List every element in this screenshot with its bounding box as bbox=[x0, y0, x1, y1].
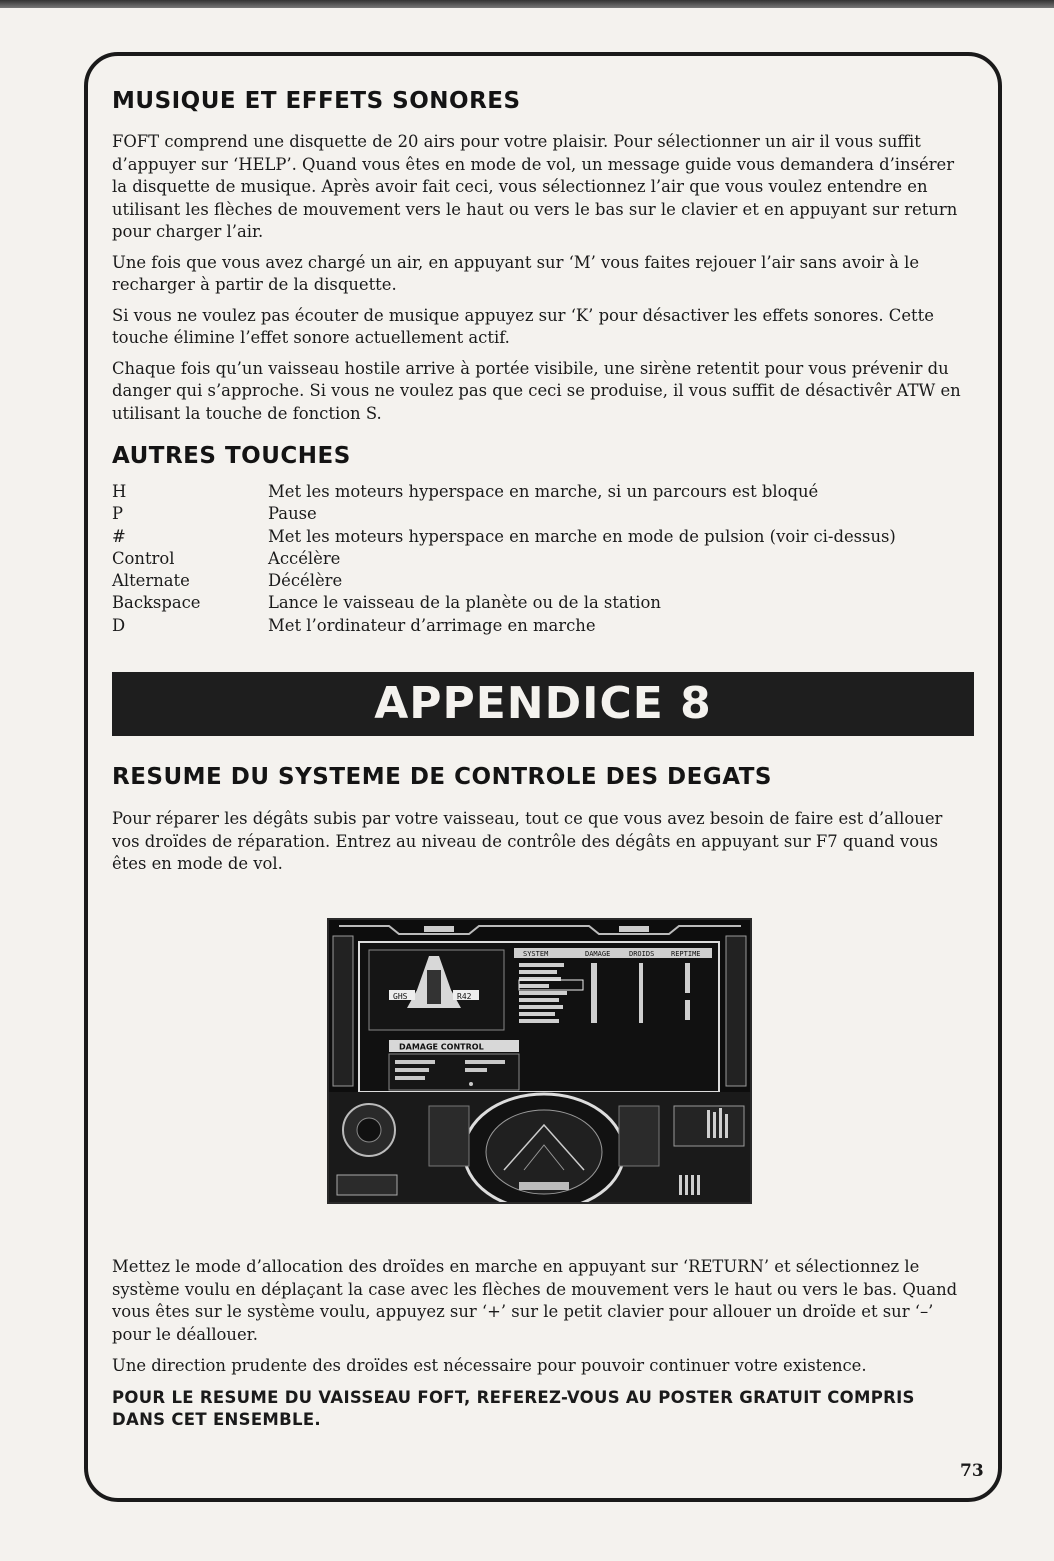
music-paragraph-1: FOFT comprend une disquette de 20 airs pour votre plaisir. Pour sélectionner un air il vous suffit d’appuyer sur ‘HELP’. Quand vous êtes en mode de vol, un message guide vous demandera d’insérer la disquette de musique. Après avoir fait ceci, vous sélectionnez l’air que vous voulez entendre en utilisant les flèches de mouvement vers le haut ou vers le bas sur le clavier et en appuyant sur return pour charger l’air. bbox=[112, 132, 958, 241]
key-label: D bbox=[112, 615, 126, 635]
ship-label-left: GHS bbox=[393, 992, 408, 1001]
key-description: Met l’ordinateur d’arrimage en marche bbox=[268, 615, 596, 635]
key-label: Backspace bbox=[112, 593, 201, 613]
table-header-damage: DAMAGE bbox=[585, 950, 611, 958]
game-screenshot bbox=[327, 918, 752, 1204]
table-header-droids: DROIDS bbox=[629, 950, 655, 958]
key-description: Décélère bbox=[268, 571, 343, 591]
table-header-reptime: REPTIME bbox=[671, 950, 701, 958]
key-label: # bbox=[112, 526, 126, 546]
key-description: Pause bbox=[268, 504, 317, 524]
music-paragraph-3: Si vous ne voulez pas écouter de musique appuyez sur ‘K’ pour désactiver les effets sonores. Cette touche élimine l’effet sonore actuellement actif. bbox=[112, 305, 934, 347]
key-description: Met les moteurs hyperspace en marche en mode de pulsion (voir ci-dessus) bbox=[268, 526, 896, 546]
damage-paragraph-2: Mettez le mode d’allocation des droïdes en marche en appuyant sur ‘RETURN’ et sélectionnez le système voulu en déplaçant la case avec les flèches de mouvement vers le haut ou vers le bas. Quand vous êtes sur le système voulu, appuyez sur ‘+’ sur le petit clavier pour allouer un droïde et sur ‘–’ pour le déallouer. bbox=[112, 1257, 958, 1344]
music-heading: MUSIQUE ET EFFETS SONORES bbox=[112, 88, 521, 114]
damage-intro bbox=[112, 764, 974, 876]
music-paragraph-4: Chaque fois qu’un vaisseau hostile arrive à portée visibile, une sirène retentit pour vous prévenir du danger qui s’approche. Si vous ne voulez pas que ceci se produise, il vous suffit de désactivêr ATW en utilisant la touche de fonction S. bbox=[112, 358, 961, 423]
damage-paragraph-3: Une direction prudente des droïdes est nécessaire pour pouvoir continuer votre existence. bbox=[112, 1356, 867, 1375]
content-top bbox=[112, 84, 974, 637]
key-label: H bbox=[112, 482, 127, 501]
keys-table bbox=[112, 481, 974, 637]
key-description: Accélère bbox=[268, 548, 341, 568]
table-header-system: SYSTEM bbox=[523, 950, 549, 958]
poster-note: POUR LE RESUME DU VAISSEAU FOFT, REFEREZ-VOUS AU POSTER GRATUIT COMPRIS DANS CET ENSEMBLE. bbox=[112, 1387, 915, 1429]
key-label: P bbox=[112, 504, 124, 524]
appendix-banner: APPENDICE 8 bbox=[112, 672, 974, 736]
keys-heading: AUTRES TOUCHES bbox=[112, 443, 351, 469]
ship-label-right: R42 bbox=[457, 992, 472, 1001]
damage-control-title: DAMAGE CONTROL bbox=[399, 1042, 484, 1052]
page-number: 73 bbox=[960, 1461, 984, 1481]
damage-paragraph-1: Pour réparer les dégâts subis par votre vaisseau, tout ce que vous avez besoin de faire est d’allouer vos droïdes de réparation. Entrez au niveau de contrôle des dégâts en appuyant sur F7 quand vous êtes en mode de vol. bbox=[112, 809, 943, 873]
damage-body bbox=[112, 1256, 974, 1431]
key-label: Control bbox=[112, 548, 175, 568]
damage-heading: RESUME DU SYSTEME DE CONTROLE DES DEGATS bbox=[112, 764, 772, 790]
top-rule bbox=[0, 0, 1054, 8]
key-label: Alternate bbox=[112, 571, 190, 591]
cockpit-illustration bbox=[329, 920, 750, 1202]
key-description: Met les moteurs hyperspace en marche, si un parcours est bloqué bbox=[268, 482, 819, 501]
music-paragraph-2: Une fois que vous avez chargé un air, en appuyant sur ‘M’ vous faites rejouer l’air sans avoir à le recharger à partir de la disquette. bbox=[112, 252, 920, 294]
key-description: Lance le vaisseau de la planète ou de la station bbox=[268, 593, 661, 613]
